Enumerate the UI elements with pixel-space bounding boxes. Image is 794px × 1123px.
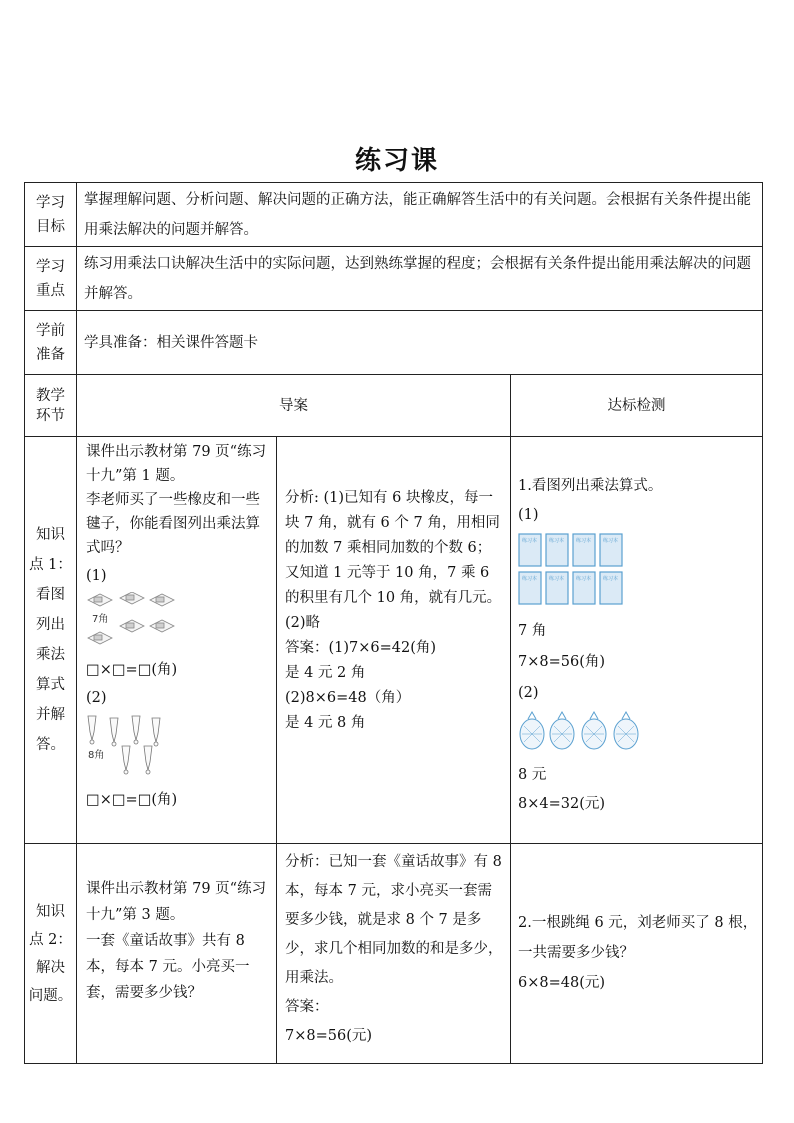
eraser-icon [150,594,174,606]
svg-text:练习本: 练习本 [576,538,592,544]
eraser-icon [88,594,112,606]
analysis-text: 分析: (1)已知有 6 块橡皮，每一块 7 角，就有 6 个 7 角，用相同的加数 7 乘相同加数的个数 6；又知道 1 元等于 10 角，7 乘 6 的积里有几个 10 角，就有几元。 [285,490,502,606]
point2-label: 知识 点 2： 解决 问题。 [28,903,73,1004]
eraser-icon [150,620,174,632]
analysis-text-2: 分析：已知一套《童话故事》有 8 本，每本 7 元，求小亮买一套需要多少钱，就是求 8 个 7 是多少，求几个相同加数的和是多少，用乘法。 [285,854,503,986]
eraser-price: 7角 [92,614,109,625]
point1-label: 知识 点 1： 看图 列出 乘法 算式 并解 答。 [29,527,72,753]
point1-lesson: 课件出示教材第 79 页“练习十九”第 1 题。 李老师买了一些橡皮和一些毽子，你能看图列出乘法算式吗？ (1) 7角 □×□=□(角) (2) 8角 □×□=□(角) [86,440,272,812]
shuttlecock-picture [86,714,272,786]
check-header: 达标检测 [607,397,666,414]
pineapple-icon [614,712,638,749]
shuttlecock-icon [88,716,96,744]
svg-text:练习本: 练习本 [522,538,538,544]
prep-label: 学前 准备 [36,322,65,363]
point2-analysis: 分析：已知一套《童话故事》有 8 本，每本 7 元，求小亮买一套需要多少钱，就是求 8 个 7 是多少，求几个相同加数的和是多少，用乘法。 答案： 7×8=56(元) [285,848,505,1051]
pineapple-icon [520,712,544,749]
eraser-icon [88,632,112,644]
point1-intro: 课件出示教材第 79 页“练习十九”第 1 题。 [86,444,267,484]
check-price-2: 8 元 [518,767,547,783]
point1-analysis: 分析: (1)已知有 6 块橡皮，每一块 7 角，就有 6 个 7 角，用相同的加数 7 乘相同加数的个数 6；又知道 1 元等于 10 角，7 乘 6 的积里有几个 10 角，就有几元。 (2)略 答案：(1)7×6=42(角) 是 4 元 2 角 (2)8×6=48（角） 是 4 元 8 角 [285,486,505,736]
point1-question: 李老师买了一些橡皮和一些毽子，你能看图列出乘法算式吗？ [86,492,260,556]
pineapple-icon [582,712,606,749]
shuttlecock-icon [132,716,140,744]
svg-text:练习本: 练习本 [522,576,538,582]
svg-text:练习本: 练习本 [603,576,619,582]
answer-point2: 7×8=56(元) [285,1028,373,1044]
focus-text: 练习用乘法口诀解决生活中的实际问题，达到熟练掌握的程度；会根据有关条件提出能用乘法解决的问题并解答。 [84,255,751,302]
shuttlecock-price: 8角 [88,750,105,761]
shuttlecock-icon [152,718,160,746]
point2-lesson [86,876,272,1006]
goal-text: 掌握理解问题、分析问题、解决问题的正确方法，能正确解答生活中的有关问题。会根据有关条件提出能用乘法解决的问题并解答。 [84,191,751,238]
eraser-icon [120,620,144,632]
shuttlecock-icon [110,718,118,746]
check-task-1: 1.看图列出乘法算式。 [518,478,663,494]
page-title: 练习课 [354,146,439,176]
svg-text:练习本: 练习本 [603,538,619,544]
svg-text:练习本: 练习本 [576,576,592,582]
answer-1: 答案：(1)7×6=42(角) [285,640,437,656]
notebook-picture [518,532,758,617]
guide-header: 导案 [279,397,308,414]
prep-text: 学具准备：相关课件答题卡 [84,334,258,351]
svg-text:练习本: 练习本 [549,538,565,544]
goal-label: 学习 目标 [36,194,65,235]
answer-2: (2)8×6=48（角） [285,690,411,706]
pineapple-icon [550,712,574,749]
point2-question: 一套《童话故事》共有 8 本，每本 7 元。小亮买一套，需要多少钱？ [86,933,250,1001]
point1-check: 1.看图列出乘法算式。 (1) 练习本 练习本 练习本 练习本 练习本 练习本 练习本 练习本 7 角 7×8=56(角) (2) 8 元 8×4=32(元) [518,474,758,817]
check-answer-2: 6×8=48(元) [518,975,606,991]
check-eq-1: 7×8=56(角) [518,654,606,670]
eraser-picture [86,592,272,656]
formula-2: □×□=□(角) [86,792,178,808]
shuttlecock-icon [122,746,130,774]
eraser-icon [120,592,144,604]
shuttlecock-icon [144,746,152,774]
point2-intro: 课件出示教材第 79 页“练习十九”第 3 题。 [86,881,267,923]
focus-label: 学习 重点 [36,258,65,299]
check-eq-2: 8×4=32(元) [518,796,606,812]
check-price-1: 7 角 [518,623,547,639]
point2-check [518,908,758,998]
formula-1: □×□=□(角) [86,662,178,678]
check-task-2: 2.一根跳绳 6 元，刘老师买了 8 根，一共需要多少钱？ [518,915,758,961]
svg-text:练习本: 练习本 [549,576,565,582]
pineapple-picture [518,710,758,761]
section-label: 教学 环节 [36,387,65,424]
